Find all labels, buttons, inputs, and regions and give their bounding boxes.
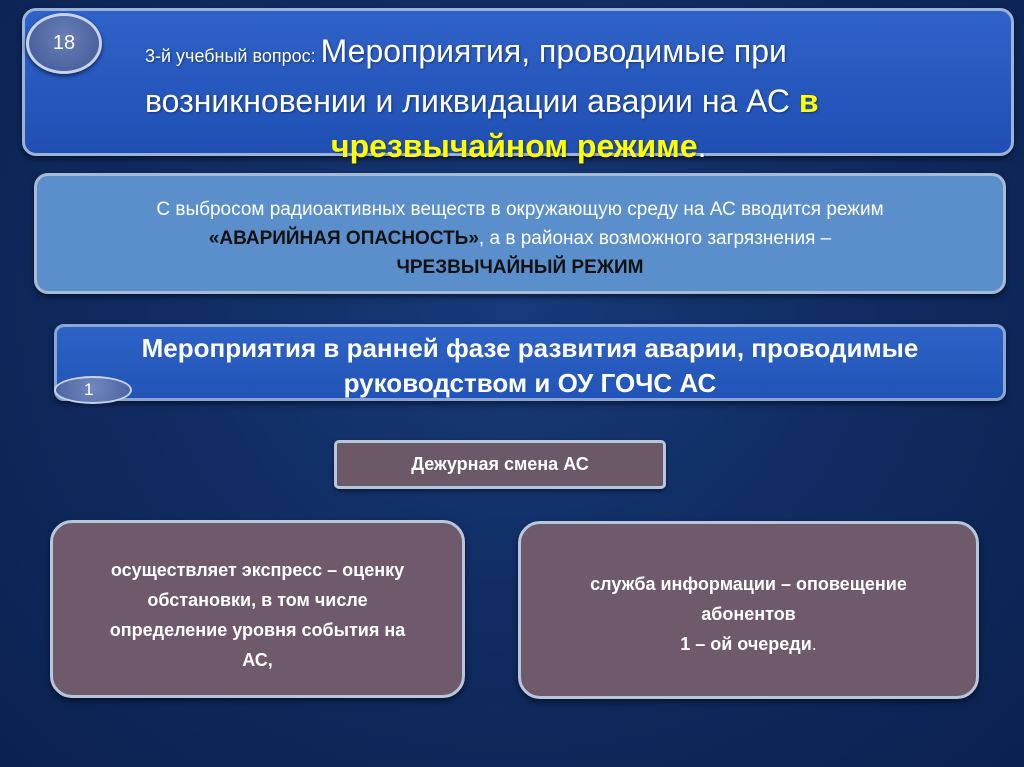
notification-card [518,521,979,699]
title-highlight-2: чрезвычайном режиме [331,128,698,164]
assessment-line-4: АС, [242,650,273,670]
assessment-line-1: осуществляет экспресс – оценку [110,560,405,580]
phase-number-badge: 1 [54,376,132,404]
slide-title [145,29,995,169]
early-phase-title [57,331,1003,401]
assessment-line-2: обстановки, в том числе [147,590,368,610]
info-line-2-rest: , а в районах возможного загрязнения – [478,228,832,249]
notification-line-3 [535,629,962,659]
title-line-2-text: возникновении и ликвидации аварии на АС [145,83,799,119]
regime-info-box [34,173,1006,294]
notification-line-3-text: 1 – ой очереди [680,634,812,654]
title-line-2 [145,79,995,124]
assessment-line-3: определение уровня события на [109,620,406,640]
title-line-3-end: . [697,128,707,164]
assessment-card [50,520,465,698]
title-line-1 [145,29,995,79]
info-line-1: С выбросом радиоактивных веществ в окружающую среду на АС вводится режим [156,199,884,220]
info-line-2 [57,224,983,253]
title-highlight-1: в [798,83,819,119]
early-phase-line-2: руководством и ОУ ГОЧС АС [343,368,717,398]
title-line-3 [145,124,995,169]
title-prefix: 3-й учебный вопрос: [145,46,321,66]
title-panel [22,8,1014,164]
early-phase-line-1: Мероприятия в ранней фазе развития аварии, проводимые [141,333,919,363]
duty-shift-box: Дежурная смена АС [334,440,666,489]
notification-line-2: абонентов [701,604,796,624]
emergency-danger-label: «АВАРИЙНАЯ ОПАСНОСТЬ» [208,228,479,249]
early-phase-panel [54,324,1006,401]
title-line-1-text: Мероприятия, проводимые при [320,33,787,69]
notification-line-1: служба информации – оповещение [590,574,907,594]
emergency-regime-label: ЧРЕЗВЫЧАЙНЫЙ РЕЖИМ [396,257,644,278]
notification-line-3-end: . [811,634,817,654]
slide-number-badge: 18 [26,13,102,74]
